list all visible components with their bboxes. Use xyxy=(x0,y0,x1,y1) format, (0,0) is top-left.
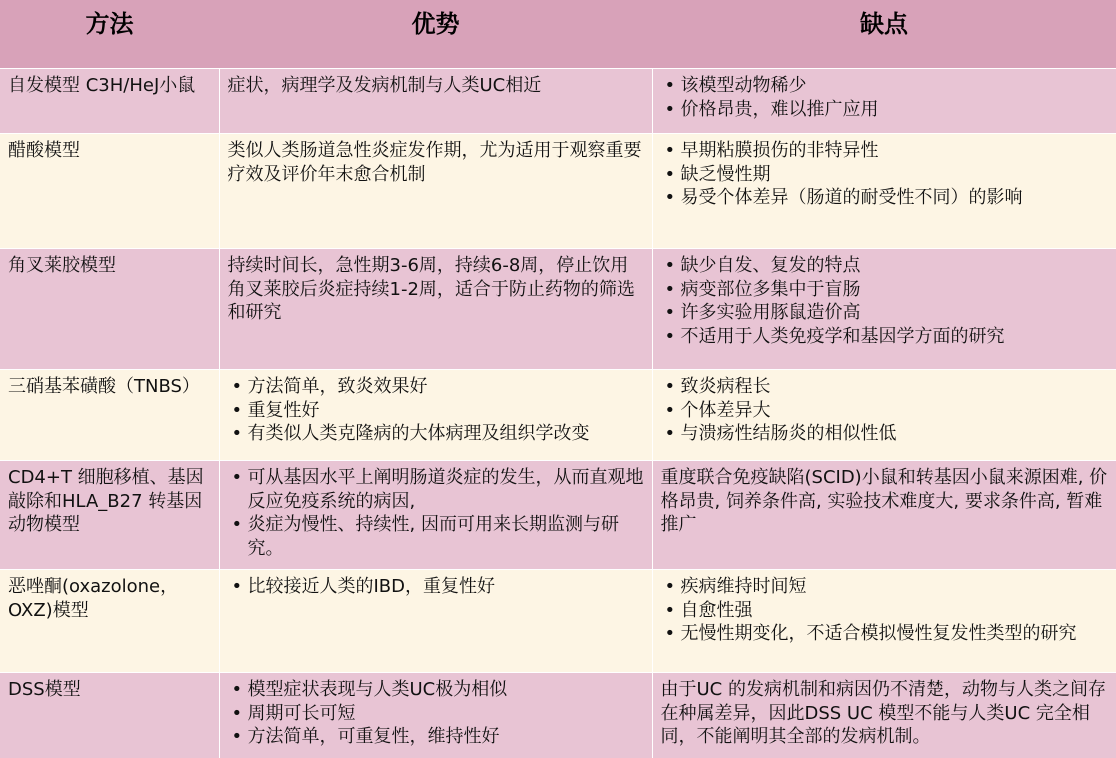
disadvantages-cell-list xyxy=(661,575,1109,646)
disadvantages-cell-list xyxy=(661,375,1109,446)
list-item: • 无慢性期变化，不适合模拟慢性复发性类型的研究 xyxy=(661,622,1109,646)
table-row xyxy=(0,461,1116,570)
list-item: • 周期可长可短 xyxy=(228,702,644,726)
table-row xyxy=(0,69,1116,134)
table-row xyxy=(0,570,1116,673)
table-row xyxy=(0,370,1116,461)
advantages-cell-list xyxy=(228,375,644,446)
method-cell: 自发模型 C3H/HeJ小鼠 xyxy=(0,69,219,134)
list-item: • 不适用于人类免疫学和基因学方面的研究 xyxy=(661,325,1109,349)
list-item: • 炎症为慢性、持续性, 因而可用来长期监测与研究。 xyxy=(228,513,644,560)
method-cell: 恶唑酮(oxazolone，OXZ)模型 xyxy=(0,570,219,673)
disadvantages-cell xyxy=(652,370,1116,461)
list-item: • 该模型动物稀少 xyxy=(661,74,1109,98)
list-item: • 病变部位多集中于盲肠 xyxy=(661,278,1109,302)
disadvantages-cell-text: 由于UC 的发病机制和病因仍不清楚，动物与人类之间存在种属差异，因此DSS UC 模型不能与人类UC 完全相同，不能阐明其全部的发病机制。 xyxy=(660,679,1106,747)
list-item: • 方法简单，致炎效果好 xyxy=(228,375,644,399)
advantages-cell xyxy=(219,570,652,673)
list-item: • 与溃疡性结肠炎的相似性低 xyxy=(661,422,1109,446)
header-advantages: 优势 xyxy=(219,0,652,69)
header-disadvantages: 缺点 xyxy=(652,0,1116,69)
table-row xyxy=(0,249,1116,370)
disadvantages-cell xyxy=(652,673,1116,758)
disadvantages-cell xyxy=(652,69,1116,134)
method-cell: 角叉莱胶模型 xyxy=(0,249,219,370)
method-cell: CD4+T 细胞移植、基因敲除和HLA_B27 转基因动物模型 xyxy=(0,461,219,570)
advantages-cell xyxy=(219,461,652,570)
advantages-cell-list xyxy=(228,678,644,749)
list-item: • 模型症状表现与人类UC极为相似 xyxy=(228,678,644,702)
list-item: • 致炎病程长 xyxy=(661,375,1109,399)
disadvantages-cell xyxy=(652,570,1116,673)
advantages-cell-list xyxy=(228,575,644,599)
list-item: • 有类似人类克隆病的大体病理及组织学改变 xyxy=(228,422,644,446)
list-item: • 易受个体差异（肠道的耐受性不同）的影响 xyxy=(661,186,1109,210)
table-row xyxy=(0,134,1116,249)
table-body xyxy=(0,69,1116,758)
list-item: • 缺乏慢性期 xyxy=(661,163,1109,187)
disadvantages-cell xyxy=(652,134,1116,249)
table-row xyxy=(0,673,1116,758)
advantages-cell xyxy=(219,370,652,461)
list-item: • 疾病维持时间短 xyxy=(661,575,1109,599)
list-item: • 可从基因水平上阐明肠道炎症的发生，从而直观地反应免疫系统的病因, xyxy=(228,466,644,513)
method-cell: 三硝基苯磺酸（TNBS） xyxy=(0,370,219,461)
disadvantages-cell-list xyxy=(661,74,1109,121)
list-item: • 价格昂贵，难以推广应用 xyxy=(661,98,1109,122)
list-item: • 自愈性强 xyxy=(661,599,1109,623)
header-method: 方法 xyxy=(0,0,219,69)
advantages-cell xyxy=(219,134,652,249)
advantages-cell xyxy=(219,69,652,134)
disadvantages-cell-list xyxy=(661,139,1109,210)
advantages-cell-text: 症状，病理学及发病机制与人类UC相近 xyxy=(227,75,542,96)
list-item: • 个体差异大 xyxy=(661,399,1109,423)
method-cell: 醋酸模型 xyxy=(0,134,219,249)
list-item: • 许多实验用豚鼠造价高 xyxy=(661,301,1109,325)
advantages-cell-text: 持续时间长，急性期3-6周，持续6-8周，停止饮用角叉莱胶后炎症持续1-2周，适合于防止药物的筛选和研究 xyxy=(227,255,635,323)
advantages-cell-text: 类似人类肠道急性炎症发作期，尤为适用于观察重要疗效及评价年末愈合机制 xyxy=(227,140,642,185)
method-cell: DSS模型 xyxy=(0,673,219,758)
list-item: • 方法简单，可重复性，维持性好 xyxy=(228,725,644,749)
advantages-cell xyxy=(219,673,652,758)
disadvantages-cell-text: 重度联合免疫缺陷(SCID)小鼠和转基因小鼠来源困难, 价格昂贵, 饲养条件高, 实验技术难度大, 要求条件高, 暂难推广 xyxy=(660,467,1108,535)
list-item: • 缺少自发、复发的特点 xyxy=(661,254,1109,278)
header-row xyxy=(0,0,1116,69)
disadvantages-cell-list xyxy=(661,254,1109,348)
advantages-cell-list xyxy=(228,466,644,560)
advantages-cell xyxy=(219,249,652,370)
disadvantages-cell xyxy=(652,249,1116,370)
list-item: • 早期粘膜损伤的非特异性 xyxy=(661,139,1109,163)
list-item: • 比较接近人类的IBD，重复性好 xyxy=(228,575,644,599)
list-item: • 重复性好 xyxy=(228,399,644,423)
disadvantages-cell xyxy=(652,461,1116,570)
